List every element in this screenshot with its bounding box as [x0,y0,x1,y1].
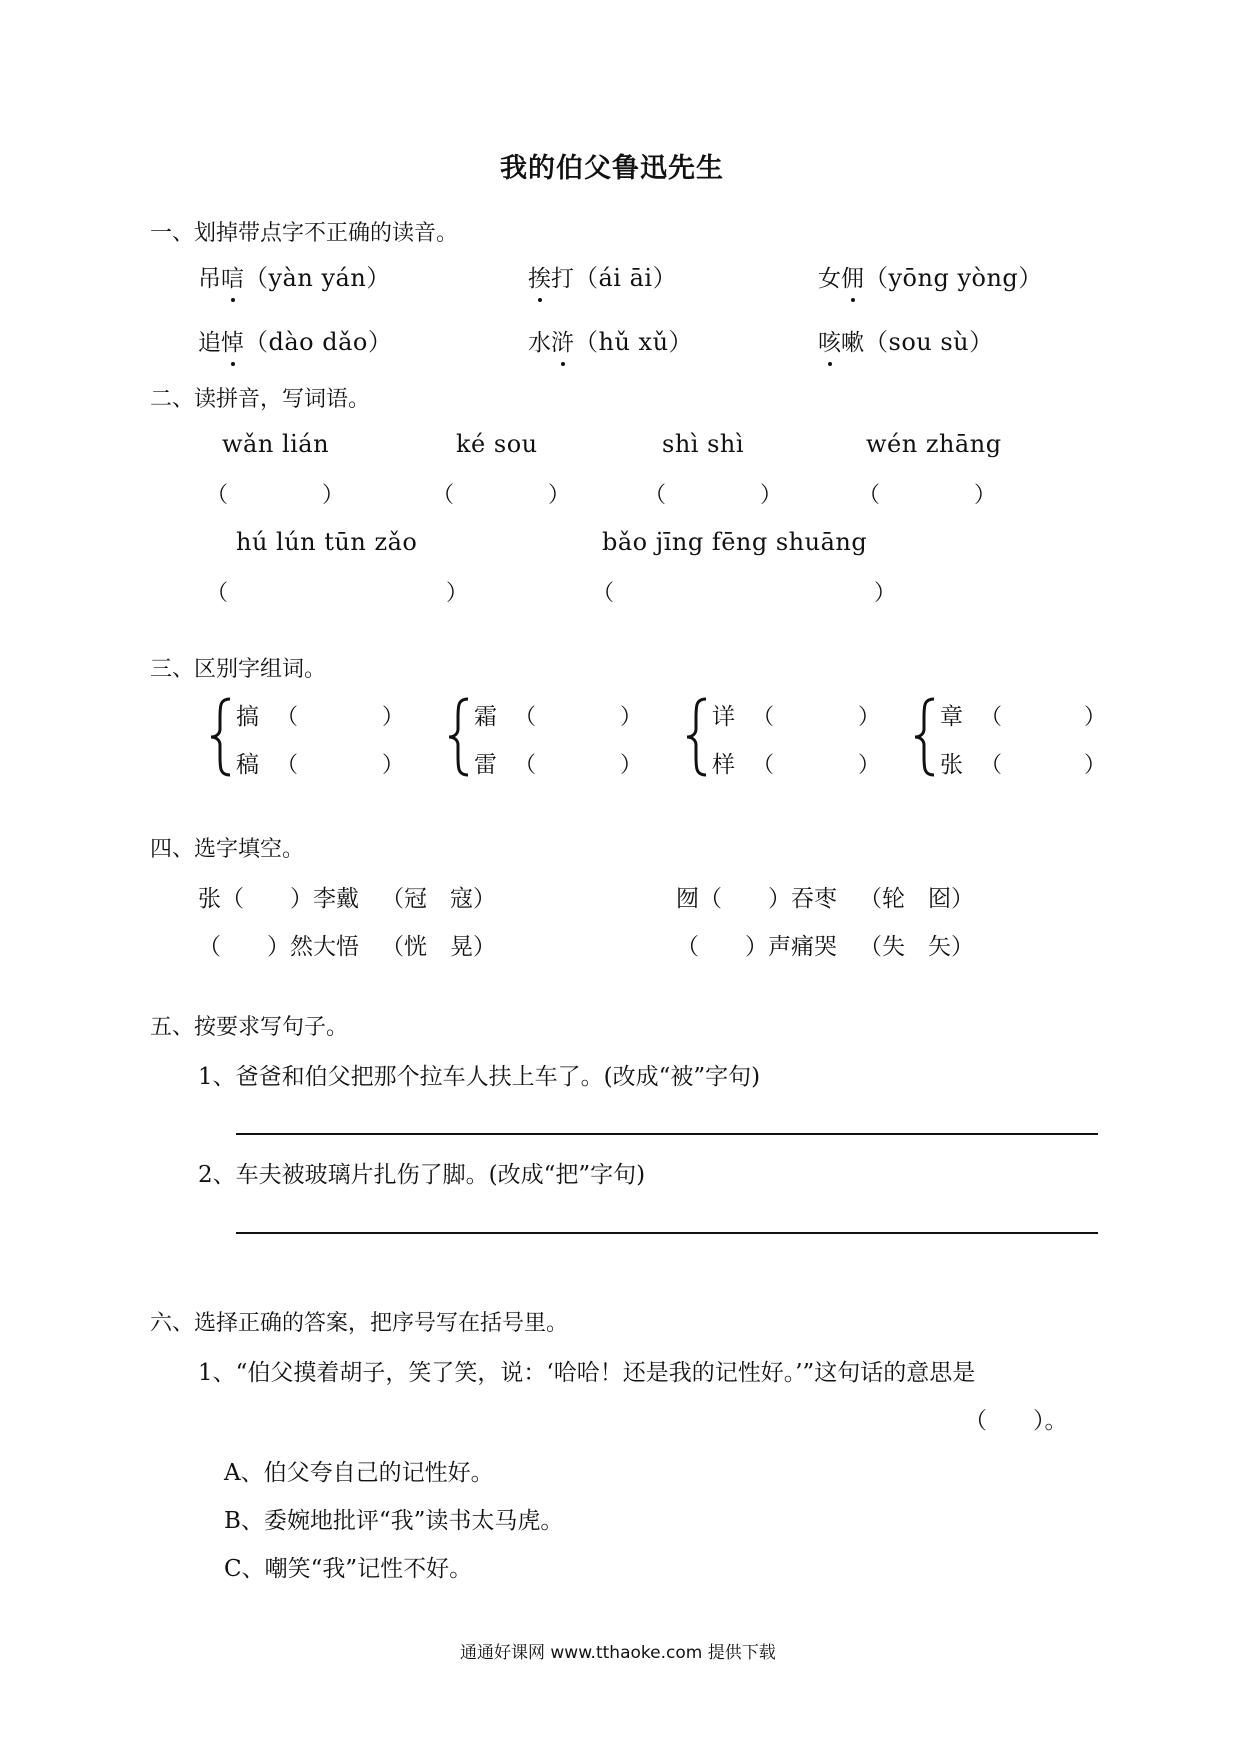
s4-item-4 [676,928,974,961]
s1-item-1-dotted-char: 唁 [221,260,244,293]
s2-answer-close-5: ） [446,581,469,606]
s4-item-3-choices: （恍 晃） [381,934,496,960]
s2-answer-open-5: （ [206,581,229,606]
s2-pinyin-6: bǎo jīng fēng shuāng [602,528,868,556]
s2-answer-close-3: ） [760,483,783,508]
s3-paren-open-3b: （ [752,753,775,778]
section-3-heading: 三、区别字组词。 [150,657,327,682]
s3-paren-close-1b: ） [382,753,405,778]
s4-item-3 [198,928,496,961]
s2-answer-close-6: ） [874,581,897,606]
s3-paren-close-4a: ） [1084,705,1107,730]
s2-pinyin-4: wén zhāng [866,430,1002,458]
s3-char-2a: 霜 [474,704,497,730]
s1-item-3-pre: 女 [818,266,841,292]
s3-char-3a: 详 [712,704,735,730]
page-title: 我的伯父鲁迅先生 [500,153,724,184]
s6-option-b: B、委婉地批评“我”读书太马虎。 [224,1508,564,1534]
s3-char-4a: 章 [940,704,963,730]
s5-question-2: 2、车夫被玻璃片扎伤了脚。(改成“把”字句) [198,1162,646,1188]
s6-option-a: A、伯父夸自己的记性好。 [224,1460,494,1486]
s2-answer-open-4: （ [858,483,881,508]
s3-paren-close-1a: ） [382,705,405,730]
section-6-heading: 六、选择正确的答案，把序号写在括号里。 [150,1311,569,1336]
s1-item-3-pinyin: （yōng yòng） [864,264,1043,292]
s2-answer-close-2: ） [548,483,571,508]
s3-paren-open-1b: （ [276,753,299,778]
answer-line-1[interactable] [236,1133,1098,1135]
s3-paren-open-4b: （ [980,753,1003,778]
s1-item-5 [528,322,693,357]
s2-pinyin-1: wǎn lián [222,430,330,458]
s3-char-3b: 样 [712,752,735,778]
s1-item-2 [528,258,677,293]
s1-item-6 [818,322,994,357]
s2-answer-close-1: ） [322,483,345,508]
brace-icon [684,696,710,778]
s3-char-1b: 稿 [236,752,259,778]
s3-char-2b: 雷 [474,752,497,778]
s1-item-1 [198,258,391,293]
s1-item-1-pre: 吊 [198,266,221,292]
s1-item-3 [818,258,1043,293]
s1-item-6-dotted-char: 咳 [818,324,841,357]
section-2-heading: 二、读拼音，写词语。 [150,387,371,412]
s3-paren-open-3a: （ [752,705,775,730]
s1-item-5-pinyin: （hǔ xǔ） [574,328,694,356]
section-4-heading: 四、选字填空。 [150,837,305,862]
s4-item-2-choices: （轮 囵） [859,886,974,912]
s6-answer-blank: （ ）。 [964,1408,1068,1434]
s3-paren-close-2a: ） [620,705,643,730]
s5-question-1: 1、爸爸和伯父把那个拉车人扶上车了。(改成“被”字句) [198,1064,761,1090]
s4-item-3-text: （ ）然大悟 [198,934,359,960]
s3-paren-open-4a: （ [980,705,1003,730]
answer-line-2[interactable] [236,1232,1098,1234]
s3-paren-close-2b: ） [620,753,643,778]
s1-item-5-pre: 水 [528,330,551,356]
s3-char-1a: 搞 [236,704,259,730]
s3-paren-open-2a: （ [514,705,537,730]
s3-paren-open-2b: （ [514,753,537,778]
s4-item-2-text: 囫（ ）吞枣 [676,886,837,912]
s3-paren-close-3b: ） [858,753,881,778]
s3-char-4b: 张 [940,752,963,778]
s1-item-6-post: 嗽 [841,330,864,356]
s1-item-6-pinyin: （sou sù） [864,328,994,356]
s2-pinyin-2: ké sou [456,430,538,458]
s2-answer-open-1: （ [206,483,229,508]
s6-option-c: C、嘲笑“我”记性不好。 [224,1556,473,1582]
section-5-heading: 五、按要求写句子。 [150,1015,349,1040]
s1-item-4-dotted-char: 悼 [221,324,244,357]
footer-text: 通通好课网 www.tthaoke.com 提供下载 [460,1643,776,1663]
s3-paren-close-3a: ） [858,705,881,730]
s4-item-4-choices: （失 矢） [859,934,974,960]
s1-item-2-pinyin: （ái āi） [574,264,678,292]
s4-item-1-choices: （冠 寇） [381,886,496,912]
s2-pinyin-3: shì shì [662,430,745,458]
s1-item-5-dotted-char: 浒 [551,324,574,357]
s2-answer-open-2: （ [432,483,455,508]
s2-pinyin-5: hú lún tūn zǎo [236,528,418,556]
s3-paren-close-4b: ） [1084,753,1107,778]
s4-item-4-text: （ ）声痛哭 [676,934,837,960]
brace-icon [912,696,938,778]
brace-icon [446,696,472,778]
s1-item-4-pre: 追 [198,330,221,356]
s4-item-1-text: 张（ ）李戴 [198,886,359,912]
section-1-heading: 一、划掉带点字不正确的读音。 [150,221,459,246]
s1-item-1-pinyin: （yàn yán） [244,264,391,292]
s1-item-2-post: 打 [551,266,574,292]
s1-item-3-dotted-char: 佣 [841,260,864,293]
s6-question-1: 1、“伯父摸着胡子，笑了笑，说：‘哈哈！还是我的记性好。’”这句话的意思是 [198,1360,976,1386]
brace-icon [208,696,234,778]
s2-answer-close-4: ） [974,483,997,508]
s1-item-2-dotted-char: 挨 [528,260,551,293]
s2-answer-open-6: （ [592,581,615,606]
s1-item-4 [198,322,392,357]
s1-item-4-pinyin: （dào dǎo） [244,328,393,356]
s4-item-1 [198,880,496,913]
s4-item-2 [676,880,974,913]
s3-paren-open-1a: （ [276,705,299,730]
s2-answer-open-3: （ [644,483,667,508]
